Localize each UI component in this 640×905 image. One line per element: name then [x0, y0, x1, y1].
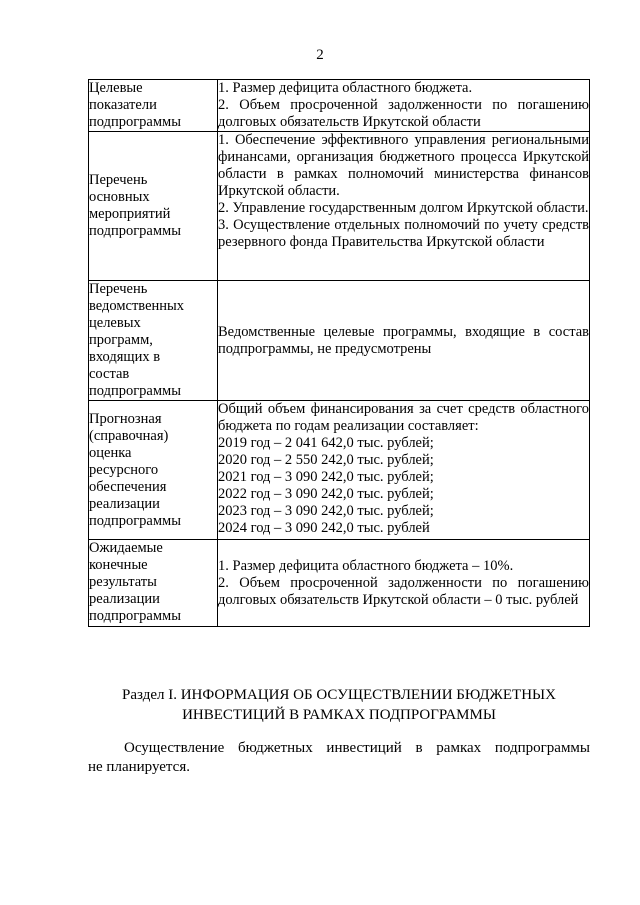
label-line: программ,	[89, 332, 153, 348]
label-line: показатели	[89, 97, 157, 113]
body-paragraph	[88, 739, 590, 777]
label-line: подпрограммы	[89, 383, 181, 399]
content-item: 2023 год – 3 090 242,0 тыс. рублей;	[218, 503, 434, 519]
row-label	[89, 401, 218, 540]
heading-line: ИНВЕСТИЦИЙ В РАМКАХ ПОДПРОГРАММЫ	[182, 707, 496, 723]
label-line: результаты	[89, 574, 157, 590]
label-line: оценка	[89, 444, 132, 461]
label-line: ресурсного	[89, 461, 159, 478]
content-item: 2020 год – 2 550 242,0 тыс. рублей;	[218, 452, 434, 468]
label-line: подпрограммы	[89, 512, 181, 529]
table-row	[89, 540, 590, 627]
label-line: целевых	[89, 315, 141, 331]
label-line: конечные	[89, 557, 148, 573]
content-item: Общий объем финансирования за счет средств областного бюджета по годам реализации составляет:	[218, 401, 589, 434]
content-item: 2019 год – 2 041 642,0 тыс. рублей;	[218, 435, 434, 451]
label-line: подпрограммы	[89, 608, 181, 624]
content-item: 2. Объем просроченной задолженности по погашению долговых обязательств Иркутской области – 0 тыс. рублей	[218, 574, 589, 608]
content-item: 1. Размер дефицита областного бюджета.	[218, 80, 473, 96]
table-row	[89, 132, 590, 281]
content-item: 3. Осуществление отдельных полномочий по учету средств резервного фонда Правительства Иркутской области	[218, 217, 589, 250]
label-line: мероприятий	[89, 206, 171, 222]
content-item: 2022 год – 3 090 242,0 тыс. рублей;	[218, 486, 434, 502]
content-item: Ведомственные целевые программы, входящие в состав подпрограммы, не предусмотрены	[218, 323, 589, 357]
content-item: 1. Размер дефицита областного бюджета – 10%.	[218, 557, 514, 574]
paragraph-line: Осуществление бюджетных инвестиций в рамках подпрограммы	[124, 740, 590, 756]
label-line: Прогнозная	[89, 410, 162, 427]
table-row	[89, 401, 590, 540]
label-line: Ожидаемые	[89, 540, 163, 556]
label-line: состав	[89, 366, 130, 382]
label-line: ведомственных	[89, 298, 185, 314]
row-content	[218, 132, 590, 281]
paragraph-line: не планируется.	[88, 759, 190, 775]
content-item: 2. Управление государственным долгом Иркутской области.	[218, 200, 589, 216]
label-line: основных	[89, 189, 150, 205]
label-line: (справочная)	[89, 427, 169, 444]
row-content	[218, 401, 590, 540]
row-label	[89, 132, 218, 281]
row-content	[218, 281, 590, 401]
content-item: 1. Обеспечение эффективного управления региональными финансами, организация бюджетного процесса Иркутской области в рамках полномочий министерства финансов Иркутской области.	[218, 132, 589, 199]
table-row	[89, 281, 590, 401]
content-item: 2. Объем просроченной задолженности по погашению долговых обязательств Иркутской области	[218, 97, 589, 130]
label-line: реализации	[89, 591, 160, 607]
row-label	[89, 80, 218, 132]
heading-line: Раздел I. ИНФОРМАЦИЯ ОБ ОСУЩЕСТВЛЕНИИ БЮДЖЕТНЫХ	[122, 687, 556, 703]
content-item: 2024 год – 3 090 242,0 тыс. рублей	[218, 520, 430, 536]
subprogram-passport-table	[88, 79, 590, 627]
row-content	[218, 80, 590, 132]
table-row	[89, 80, 590, 132]
row-label	[89, 281, 218, 401]
label-line: Перечень	[89, 172, 148, 188]
label-line: обеспечения	[89, 478, 167, 495]
label-line: Целевые	[89, 80, 143, 96]
row-content	[218, 540, 590, 627]
page-number: 2	[316, 47, 324, 63]
section-heading	[88, 685, 590, 725]
content-item: 2021 год – 3 090 242,0 тыс. рублей;	[218, 469, 434, 485]
label-line: входящих в	[89, 349, 161, 365]
row-label	[89, 540, 218, 627]
label-line: реализации	[89, 495, 160, 512]
label-line: подпрограммы	[89, 114, 181, 130]
label-line: Перечень	[89, 281, 148, 297]
label-line: подпрограммы	[89, 223, 181, 239]
